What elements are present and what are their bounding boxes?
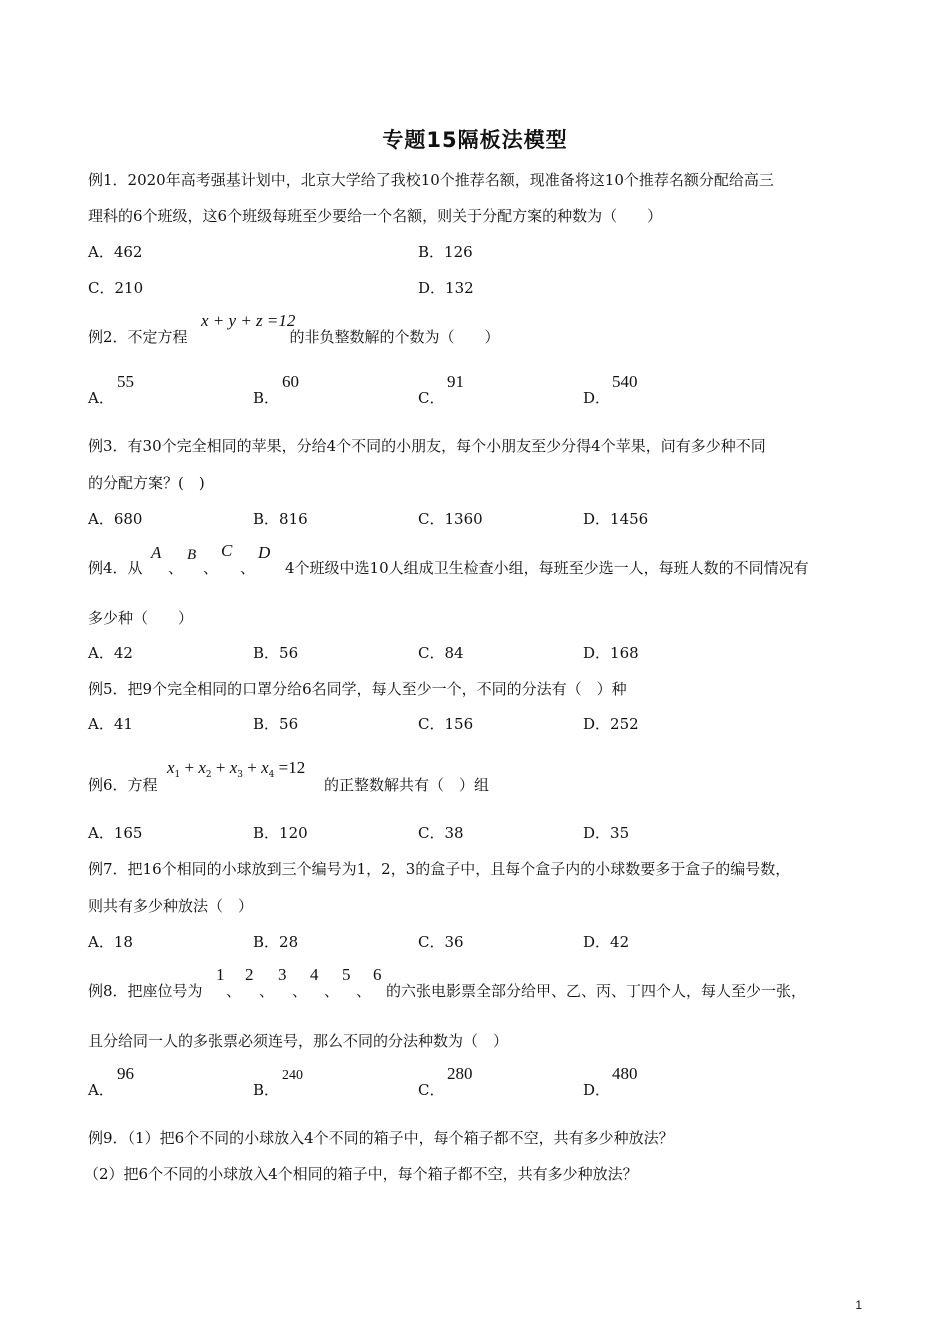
ex4-prefix: 例4．从	[88, 559, 143, 577]
ex4-option-d: D．168	[583, 644, 639, 662]
ex4-sep: 、	[203, 559, 219, 577]
ex7-option-a: A．18	[88, 933, 133, 951]
ex1-option-b: B．126	[418, 243, 473, 261]
ex4-suffix: 4个班级中选10人组成卫生检查小组，每班至少选一人，每班人数的不同情况有	[285, 559, 809, 577]
page-number: 1	[855, 1298, 862, 1312]
ex4-letter-d: D	[258, 543, 271, 562]
ex7-option-d: D．42	[583, 933, 630, 951]
ex3-option-d: D．1456	[583, 510, 649, 528]
ex2-option-d-letter: D．	[583, 389, 611, 407]
ex4-sep: 、	[240, 559, 256, 577]
ex8-option-a-letter: A．	[88, 1081, 114, 1099]
ex4-option-b: B．56	[253, 644, 299, 662]
ex2-option-a-letter: A．	[88, 389, 114, 407]
ex8-number-6: 6	[373, 965, 382, 984]
ex4-letter-b: B	[187, 547, 197, 563]
ex9-line1: 例9．（1）把6个不同的小球放入4个不同的箱子中，每个箱子都不空，共有多少种放法？	[88, 1129, 674, 1147]
ex8-sep: 、	[292, 982, 308, 1000]
ex4-sep: 、	[168, 559, 184, 577]
ex8-sep: 、	[324, 982, 340, 1000]
ex5-option-a: A．41	[88, 715, 133, 733]
ex4-option-c: C．84	[418, 644, 464, 662]
ex3-line1: 例3．有30个完全相同的苹果，分给4个不同的小朋友，每个小朋友至少分得4个苹果，问有多少种不同	[88, 437, 766, 455]
ex4-letter-c: C	[221, 541, 233, 560]
ex8-sep: 、	[226, 982, 242, 1000]
ex8-option-a-value: 96	[117, 1064, 134, 1083]
ex3-line2: 的分配方案？( )	[88, 474, 205, 492]
ex2-prefix: 例2．不定方程	[88, 328, 188, 346]
ex5-option-b: B．56	[253, 715, 299, 733]
ex3-option-c: C．1360	[418, 510, 483, 528]
ex6-suffix: 的正整数解共有（ ）组	[324, 776, 490, 794]
ex6-option-b: B．120	[253, 824, 308, 842]
ex8-option-b-letter: B．	[253, 1081, 280, 1099]
ex8-option-d-value: 480	[612, 1064, 638, 1083]
ex7-line2: 则共有多少种放法（ ）	[88, 897, 254, 915]
ex6-option-c: C．38	[418, 824, 464, 842]
ex1-option-d: D．132	[418, 279, 474, 297]
ex6-equation: $x_1 + x_2 + x_3 + x_4 =12$	[167, 758, 306, 780]
ex1-option-c: C．210	[88, 279, 144, 297]
ex2-option-c-value: 91	[447, 372, 464, 391]
ex8-number-5: 5	[342, 965, 351, 984]
ex7-option-c: C．36	[418, 933, 464, 951]
ex8-option-c-value: 280	[447, 1064, 473, 1083]
ex2-option-a-value: 55	[117, 372, 134, 391]
ex2-equation: x + y + z =12	[201, 311, 296, 330]
ex4-option-a: A．42	[88, 644, 133, 662]
ex8-option-c-letter: C．	[418, 1081, 445, 1099]
ex6-option-a: A．165	[88, 824, 143, 842]
ex2-option-d-value: 540	[612, 372, 638, 391]
ex7-option-b: B．28	[253, 933, 299, 951]
ex1-line2: 理科的6个班级，这6个班级每班至少要给一个名额，则关于分配方案的种数为（ ）	[88, 207, 663, 225]
ex3-option-b: B．816	[253, 510, 308, 528]
ex2-suffix: 的非负整数解的个数为（ ）	[289, 328, 500, 346]
ex5-line1: 例5．把9个完全相同的口罩分给6名同学，每人至少一个，不同的分法有（ ）种	[88, 680, 627, 698]
ex6-prefix: 例6．方程	[88, 776, 158, 794]
ex8-number-4: 4	[310, 965, 319, 984]
ex8-suffix: 的六张电影票全部分给甲、乙、丙、丁四个人，每人至少一张，	[386, 982, 807, 1000]
ex2-option-b-value: 60	[282, 372, 299, 391]
ex9-line2: （2）把6个不同的小球放入4个相同的箱子中，每个箱子都不空，共有多少种放法？	[84, 1165, 638, 1183]
ex2-option-c-letter: C．	[418, 389, 445, 407]
ex8-prefix: 例8．把座位号为	[88, 982, 203, 1000]
ex8-sep: 、	[356, 982, 372, 1000]
ex6-option-d: D．35	[583, 824, 630, 842]
ex7-line1: 例7．把16个相同的小球放到三个编号为1，2，3的盒子中，且每个盒子内的小球数要多于盒子的编号数，	[88, 860, 791, 878]
ex4-line2: 多少种（ ）	[88, 609, 194, 627]
ex4-letter-a: A	[151, 543, 162, 562]
ex8-option-b-value: 240	[282, 1068, 303, 1083]
ex8-number-3: 3	[278, 965, 287, 984]
ex3-option-a: A．680	[88, 510, 143, 528]
ex8-option-d-letter: D．	[583, 1081, 611, 1099]
ex5-option-d: D．252	[583, 715, 639, 733]
ex1-line1: 例1．2020年高考强基计划中，北京大学给了我校10个推荐名额，现准备将这10个推荐名额分配给高三	[88, 171, 774, 189]
ex8-sep: 、	[259, 982, 275, 1000]
ex8-number-1: 1	[216, 965, 225, 984]
ex1-option-a: A．462	[88, 243, 143, 261]
ex8-line2: 且分给同一人的多张票必须连号，那么不同的分法种数为（ ）	[88, 1032, 509, 1050]
ex2-option-b-letter: B．	[253, 389, 280, 407]
ex6-equation-rhs: =12	[278, 758, 306, 777]
page-title: 专题15隔板法模型	[382, 128, 568, 152]
ex5-option-c: C．156	[418, 715, 474, 733]
ex8-number-2: 2	[245, 965, 254, 984]
